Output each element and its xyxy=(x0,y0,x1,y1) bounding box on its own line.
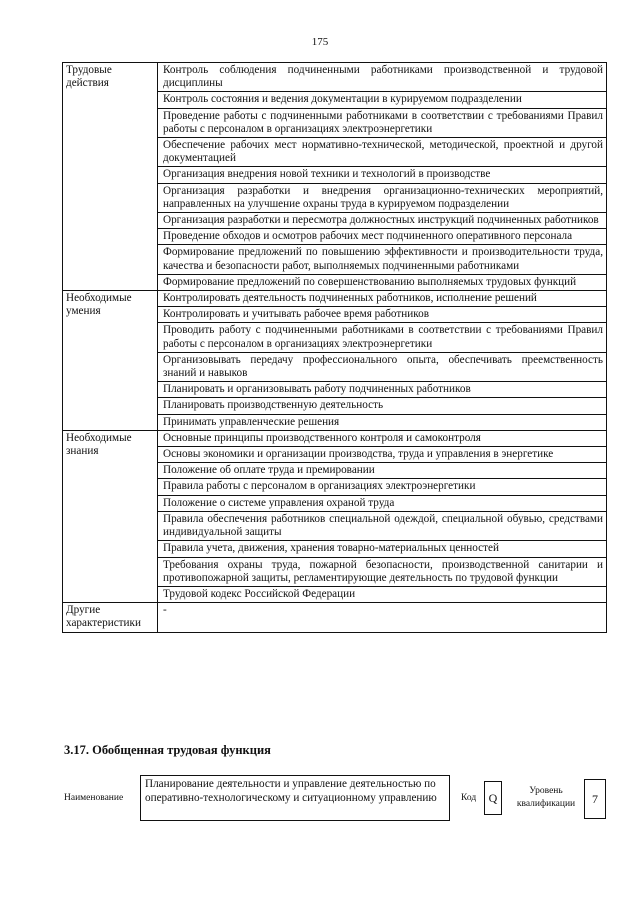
requirement-item: Основы экономики и организации производства, труда и управления в энергетике xyxy=(158,447,607,463)
requirement-item: Положение об оплате труда и премировании xyxy=(158,463,607,479)
requirement-item: Проведение работы с подчиненными работниками в соответствии с требованиями Правил работы с персоналом в организациях электроэнергетики xyxy=(158,108,607,137)
function-name-box: Планирование деятельности и управление деятельностью по оперативно-технологическому и ситуационному управлению xyxy=(140,775,450,821)
requirement-item: Трудовой кодекс Российской Федерации xyxy=(158,586,607,602)
generalized-function-row xyxy=(64,775,614,825)
requirements-table-body xyxy=(63,63,607,633)
requirement-item: Положение о системе управления охраной труда xyxy=(158,495,607,511)
requirement-item: Контроль соблюдения подчиненными работниками производственной и трудовой дисциплины xyxy=(158,63,607,92)
code-box: Q xyxy=(484,781,502,815)
requirement-item: Планировать и организовывать работу подчиненных работников xyxy=(158,382,607,398)
qualification-level-label: Уровень квалификации xyxy=(516,786,576,809)
requirement-item: Контролировать деятельность подчиненных работников, исполнение решений xyxy=(158,291,607,307)
requirement-item: Планировать производственную деятельность xyxy=(158,398,607,414)
requirement-item: Принимать управленческие решения xyxy=(158,414,607,430)
table-row xyxy=(63,603,607,632)
page-number: 175 xyxy=(311,36,329,48)
requirement-item: Обеспечение рабочих мест нормативно-технической, методической, проектной и другой документацией xyxy=(158,138,607,167)
requirement-item: Организация разработки и пересмотра должностных инструкций подчиненных работников xyxy=(158,213,607,229)
requirement-item: Проведение обходов и осмотров рабочих мест подчиненного оперативного персонала xyxy=(158,229,607,245)
requirement-item: Контролировать и учитывать рабочее время работников xyxy=(158,307,607,323)
requirement-item: Организовывать передачу профессионального опыта, обеспечивать преемственность знаний и навыков xyxy=(158,352,607,381)
requirement-item: Правила обеспечения работников специальной одеждой, специальной обувью, средствами индивидуальной защиты xyxy=(158,511,607,540)
requirement-item: Организация внедрения новой техники и технологий в производстве xyxy=(158,167,607,183)
requirement-item: Контроль состояния и ведения документации в курируемом подразделении xyxy=(158,92,607,108)
requirement-item: Проводить работу с подчиненными работниками в соответствии с требованиями Правил работы с персоналом в организациях электроэнергетики xyxy=(158,323,607,352)
requirement-item: Правила работы с персоналом в организациях электроэнергетики xyxy=(158,479,607,495)
code-label: Код xyxy=(461,793,477,803)
row-group-label: Необходимые умения xyxy=(63,291,158,431)
section-title: 3.17. Обобщенная трудовая функция xyxy=(64,743,271,757)
requirements-table xyxy=(62,62,607,633)
requirement-item: Основные принципы производственного контроля и самоконтроля xyxy=(158,430,607,446)
requirement-item: Правила учета, движения, хранения товарно-материальных ценностей xyxy=(158,541,607,557)
table-row xyxy=(63,291,607,307)
requirement-item: - xyxy=(158,603,607,632)
qualification-level-box: 7 xyxy=(584,779,606,819)
requirement-item: Требования охраны труда, пожарной безопасности, производственной санитарии и противопожарной защиты, регламентирующие деятельность по трудовой функции xyxy=(158,557,607,586)
requirement-item: Организация разработки и внедрения организационно-технических мероприятий, направленных на улучшение охраны труда в курируемом подразделении xyxy=(158,183,607,212)
row-group-label: Необходимые знания xyxy=(63,430,158,602)
name-label: Наименование xyxy=(64,793,124,803)
row-group-label: Трудовые действия xyxy=(63,63,158,291)
requirement-item: Формирование предложений по совершенствованию выполняемых трудовых функций xyxy=(158,274,607,290)
table-row xyxy=(63,63,607,92)
requirement-item: Формирование предложений по повышению эффективности и производительности труда, качества и безопасности работ, выполняемых подчиненными работниками xyxy=(158,245,607,274)
row-group-label: Другие характеристики xyxy=(63,603,158,632)
table-row xyxy=(63,430,607,446)
